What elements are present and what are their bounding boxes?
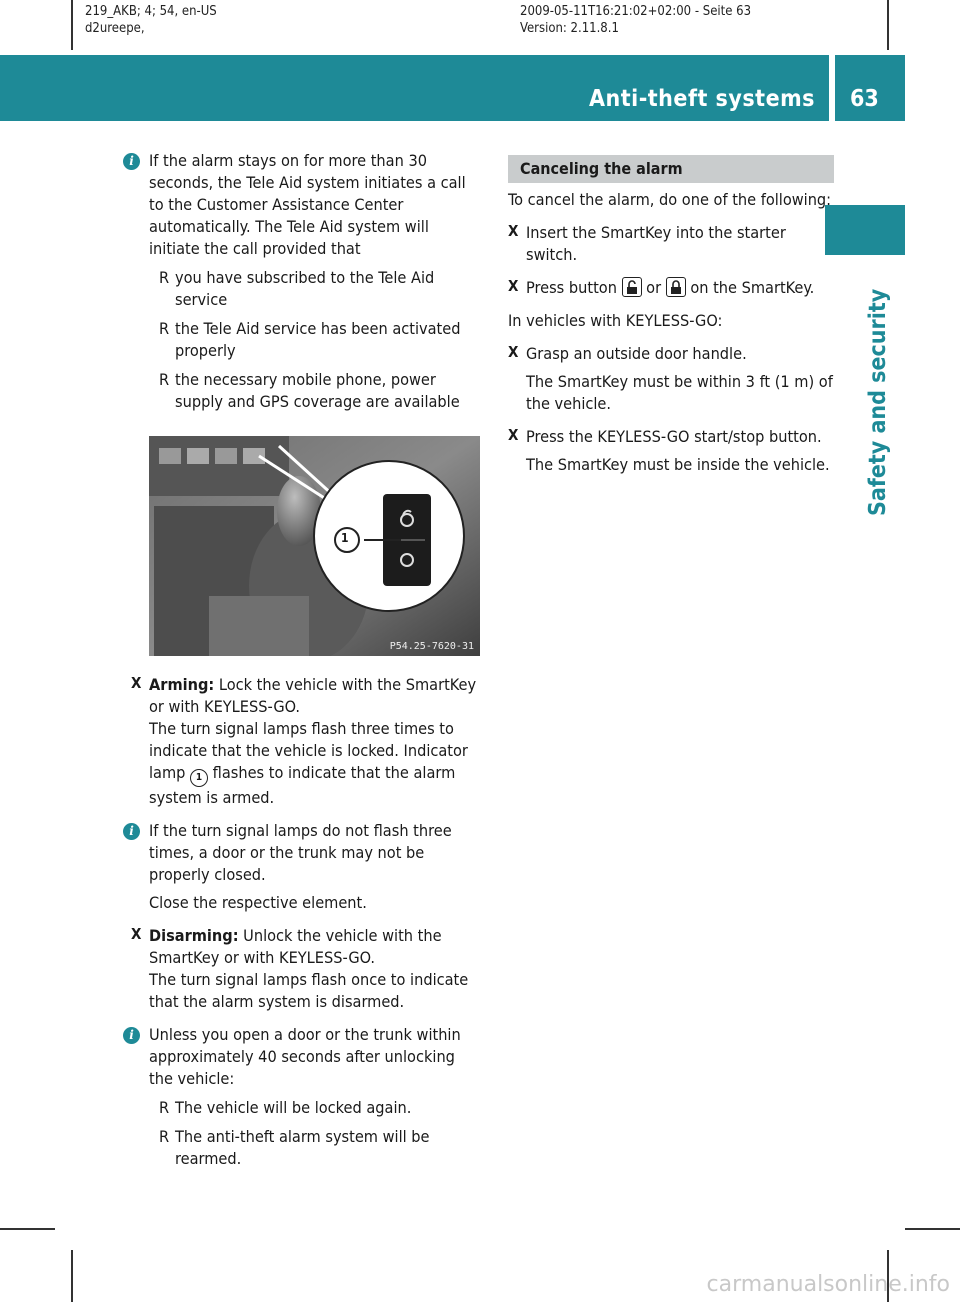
bullet-mark: R — [159, 319, 170, 338]
print-meta-left-1: 219_AKB; 4; 54, en-US — [85, 4, 217, 19]
print-meta-right-1: 2009-05-11T16:21:02+02:00 - Seite 63 — [520, 4, 752, 19]
step-text: Unlock the vehicle with the SmartKey or with KEYLESS-GO. — [149, 926, 442, 967]
step-mark: X — [508, 222, 519, 240]
list-item — [149, 1126, 483, 1170]
list-item-text: the Tele Aid service has been activated properly — [175, 319, 461, 360]
list-item — [149, 369, 483, 413]
step-text: Press button — [526, 278, 617, 297]
photo-code: P54.25-7620-31 — [389, 641, 474, 652]
info-note-turn-signal — [123, 820, 483, 914]
step-disarming — [131, 925, 483, 1013]
step-grasp-handle — [508, 343, 834, 415]
step-note: The SmartKey must be within 3 ft (1 m) of the vehicle. — [526, 372, 833, 413]
console-illustration — [149, 436, 480, 656]
step-press-start-stop — [508, 426, 834, 476]
console-photo — [149, 436, 480, 656]
info-icon: i — [123, 1027, 140, 1044]
crop-mark — [887, 0, 889, 50]
info-icon: i — [123, 823, 140, 840]
bullet-mark: R — [159, 1098, 170, 1117]
step-text: flashes to indicate that the alarm system is armed. — [149, 763, 456, 807]
keyless-intro: In vehicles with KEYLESS-GO: — [508, 311, 723, 330]
right-column — [508, 155, 834, 487]
side-tab-text: Safety and security — [865, 288, 891, 516]
step-text: The turn signal lamps flash once to indicate that the alarm system is disarmed. — [149, 970, 469, 1011]
bullet-mark: R — [159, 268, 170, 287]
info-text: If the turn signal lamps do not flash three times, a door or the trunk may not be properly closed. — [149, 821, 452, 884]
bullet-mark: R — [159, 1127, 170, 1146]
callout-marker: 1 — [190, 769, 208, 787]
crop-mark — [0, 1228, 55, 1230]
section-intro: To cancel the alarm, do one of the following: — [508, 190, 832, 209]
info-icon: i — [123, 153, 140, 170]
list-item — [149, 1097, 483, 1119]
crop-mark — [905, 1228, 960, 1230]
crop-mark — [71, 1250, 73, 1302]
crop-mark — [71, 0, 73, 50]
info-text: Unless you open a door or the trunk within approximately 40 seconds after unlocking the vehicle: — [149, 1025, 461, 1088]
left-column-top — [129, 150, 483, 424]
list-item-text: The vehicle will be locked again. — [175, 1098, 412, 1117]
info-note-tele-aid — [123, 150, 483, 413]
step-arming — [131, 674, 483, 809]
print-meta-right-2: Version: 2.11.8.1 — [520, 21, 619, 36]
side-tab-label — [845, 258, 891, 518]
step-note: The SmartKey must be inside the vehicle. — [526, 455, 830, 474]
step-label: Arming: — [149, 675, 215, 694]
info-text: Close the respective element. — [149, 893, 367, 912]
step-text: Press the KEYLESS-GO start/stop button. — [526, 427, 822, 446]
watermark: carmanualsonline.info — [706, 1272, 950, 1297]
step-text: Lock the vehicle with the SmartKey or with KEYLESS-GO. — [149, 675, 477, 716]
step-text: or — [646, 278, 662, 297]
step-press-button — [508, 277, 834, 299]
step-mark: X — [508, 343, 519, 361]
left-column-bottom — [129, 674, 483, 1181]
side-tab-marker — [825, 205, 905, 255]
step-mark: X — [508, 426, 519, 444]
step-label: Disarming: — [149, 926, 239, 945]
print-meta-left-2: d2ureepe, — [85, 21, 145, 36]
page-number: 63 — [850, 86, 879, 112]
unlock-icon — [622, 277, 642, 297]
step-insert-key — [508, 222, 834, 266]
photo-callout: 1 — [341, 531, 349, 545]
info-text: If the alarm stays on for more than 30 seconds, the Tele Aid system initiates a call to the Customer Assistance Center automatically. The Tele Aid system will initiate the call provided that — [149, 151, 466, 258]
info-note-relock — [123, 1024, 483, 1170]
step-text: on the SmartKey. — [690, 278, 815, 297]
step-text: Insert the SmartKey into the starter switch. — [526, 223, 786, 264]
step-mark: X — [508, 277, 519, 295]
list-item-text: you have subscribed to the Tele Aid service — [175, 268, 435, 309]
step-mark: X — [131, 925, 142, 943]
step-text: The turn signal lamps flash three times to indicate that the vehicle is locked. Indicator lamp — [149, 719, 468, 782]
list-item — [149, 318, 483, 362]
list-item-text: The anti-theft alarm system will be rearmed. — [175, 1127, 430, 1168]
step-mark: X — [131, 674, 142, 692]
lock-icon — [666, 277, 686, 297]
page-title: Anti-theft systems — [588, 86, 815, 112]
section-heading: Canceling the alarm — [508, 155, 834, 183]
step-text: Grasp an outside door handle. — [526, 344, 747, 363]
bullet-mark: R — [159, 370, 170, 389]
list-item — [149, 267, 483, 311]
list-item-text: the necessary mobile phone, power supply and GPS coverage are available — [175, 370, 460, 411]
header-divider — [829, 55, 835, 121]
